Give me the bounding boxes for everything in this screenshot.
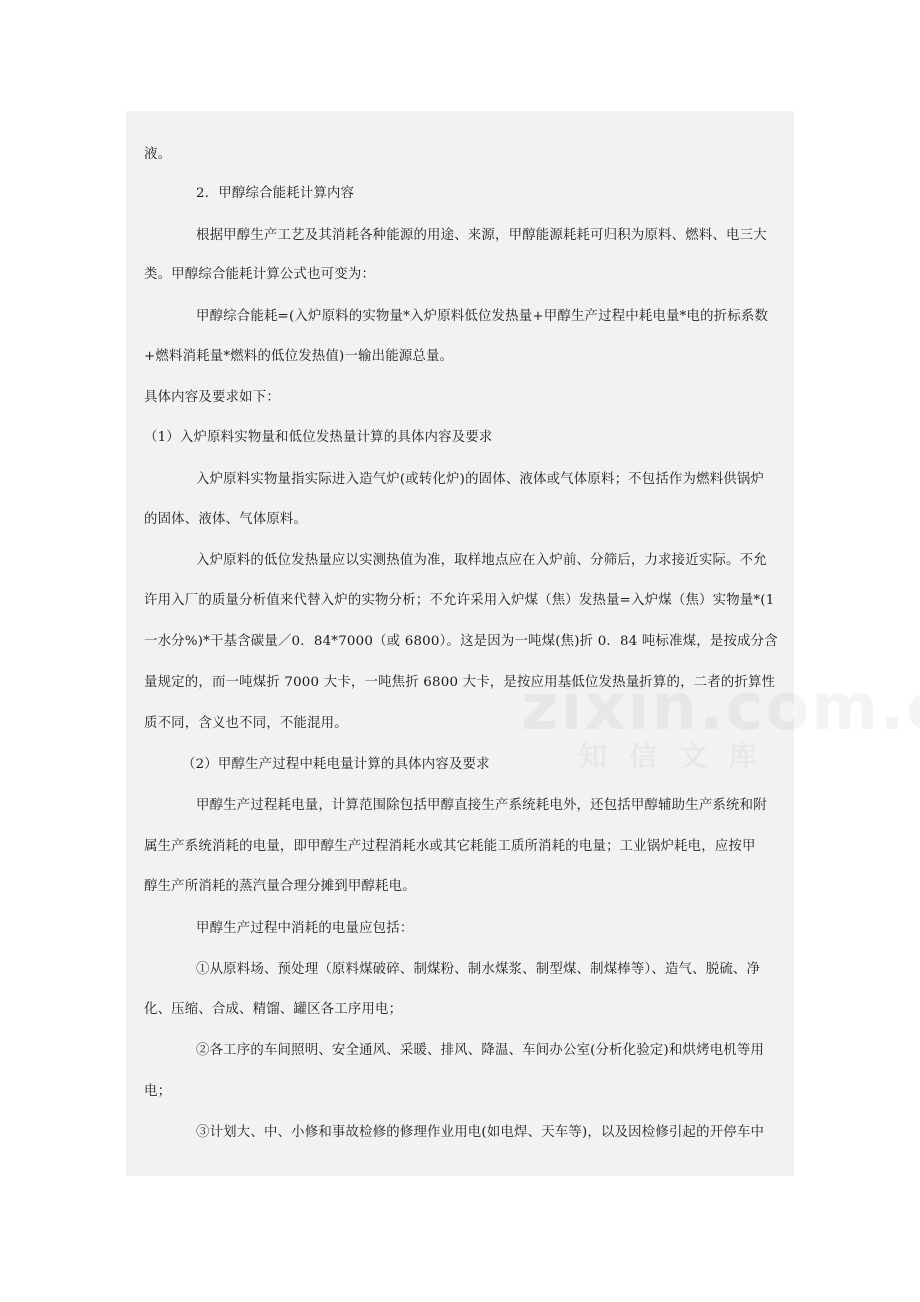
text-line: 量规定的，而一吨煤折 7000 大卡，一吨焦折 6800 大卡，是按应用基低位发热量折算的，二者的折算性 [144,675,776,690]
section-heading: 2．甲醇综合能耗计算内容 [196,186,355,201]
watermark-cn [579,735,779,775]
text-line: 的固体、液体、气体原料。 [144,512,308,527]
text-line: 质不同，含义也不同，不能混用。 [144,716,348,731]
list-item-cont: 电； [144,1084,172,1099]
text-line: 液。 [144,147,172,162]
text-line: 具体内容及要求如下： [144,390,280,405]
text-line: 根据甲醇生产工艺及其消耗各种能源的用途、来源，甲醇能源耗耗可归积为原料、燃料、电三大 [196,228,767,243]
text-line: 醇生产所消耗的蒸汽量合理分摊到甲醇耗电。 [144,879,416,894]
text-line: 入炉原料的低位发热量应以实测热值为准，取样地点应在入炉前、分筛后，力求接近实际。不允 [196,553,767,568]
text-line: 入炉原料实物量指实际进入造气炉(或转化炉)的固体、液体或气体原料；不包括作为燃料供锅炉 [196,472,765,487]
formula-line: +燃料消耗量*燃料的低位发热值)一输出能源总量。 [144,349,454,364]
formula-line: 甲醇综合能耗=(入炉原料的实物量*入炉原料低位发热量+甲醇生产过程中耗电量*电的折标系数 [196,309,769,324]
document-page [126,111,794,1176]
list-item-cont: 化、压缩、合成、精馏、罐区各工序用电； [144,1002,403,1017]
list-item: ②各工序的车间照明、安全通风、采暖、排风、降温、车间办公室(分析化验定)和烘烤电机等用 [196,1043,765,1058]
list-item: ①从原料场、预处理（原料煤破碎、制煤粉、制水煤浆、制型煤、制煤棒等）、造气、脱硫、净 [196,962,761,977]
text-line: 类。甲醇综合能耗计算公式也可变为： [144,267,376,282]
subsection-heading: （1）入炉原料实物量和低位发热量计算的具体内容及要求 [144,430,493,445]
list-item: ③计划大、中、小修和事故检修的修理作业用电(如电焊、天车等)，以及因检修引起的开停车中 [196,1125,765,1140]
subsection-heading: （2）甲醇生产过程中耗电量计算的具体内容及要求 [182,757,490,772]
text-line: 一水分%)*干基含碳量／0．84*7000（或 6800）。这是因为一吨煤(焦)折 0．84 吨标准煤，是按成分含 [144,634,778,649]
text-line: 甲醇生产过程中消耗的电量应包括： [196,921,414,936]
text-line: 甲醇生产过程耗电量，计算范围除包括甲醇直接生产系统耗电外，还包括甲醇辅助生产系统和附 [196,798,767,813]
text-line: 许用入厂的质量分析值来代替入炉的实物分析；不允许采用入炉煤（焦）发热量=入炉煤（焦）实物量*(1 [144,593,775,608]
text-line: 属生产系统消耗的电量，即甲醇生产过程消耗水或其它耗能工质所消耗的电量；工业锅炉耗电，应按甲 [144,839,756,854]
